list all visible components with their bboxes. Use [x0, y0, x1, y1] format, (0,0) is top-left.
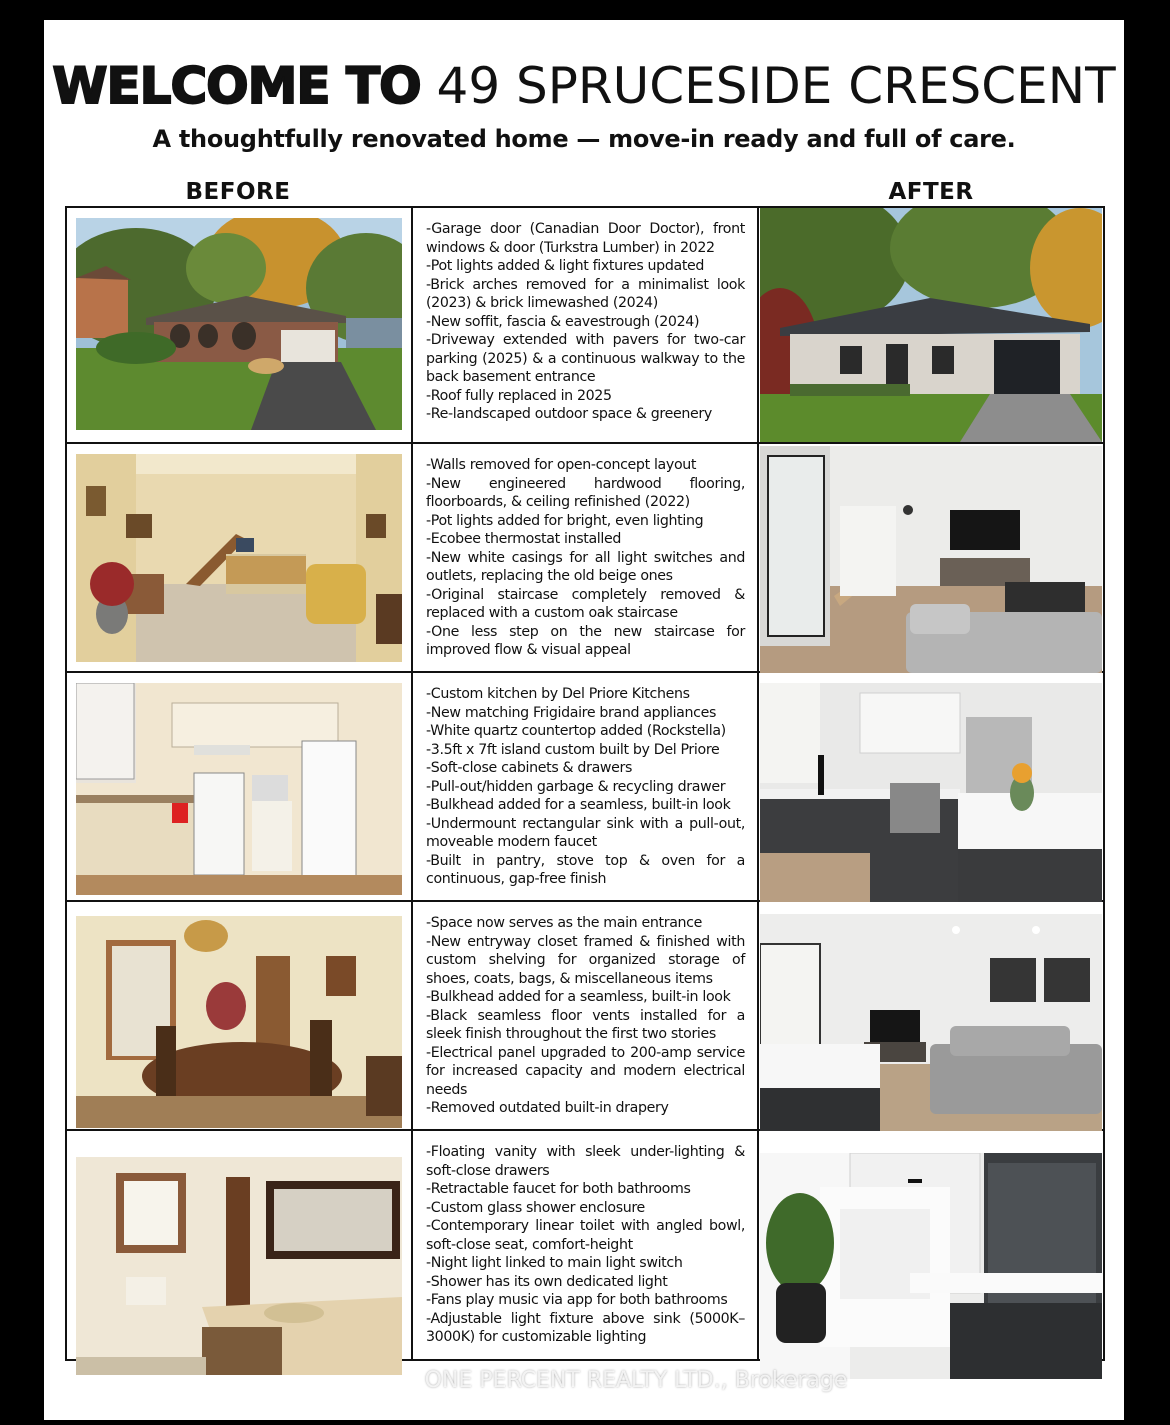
- before-cell: [67, 444, 413, 671]
- description-line: -Pot lights added & light fixtures updated: [426, 258, 705, 274]
- after-entrance-photo: [760, 914, 1102, 1131]
- description-line: -Undermount rectangular sink with a pull-out, moveable modern faucet: [426, 815, 745, 850]
- row-dining-entrance: [67, 902, 1103, 1131]
- description-line: -Garage door (Canadian Door Doctor), front windows & door (Turkstra Lumber) in 2022: [426, 221, 745, 256]
- description-line: -New matching Frigidaire brand appliances: [426, 704, 717, 721]
- description-list: [426, 1143, 745, 1347]
- description-line: -3.5ft x 7ft island custom built by Del Priore: [426, 741, 720, 758]
- title-address: 49 SPRUCESIDE CRESCENT: [436, 57, 1116, 115]
- before-dining-photo: [76, 916, 402, 1128]
- description-line: -Soft-close cabinets & drawers: [426, 760, 633, 776]
- description-line: -Space now serves as the main entrance: [426, 915, 703, 931]
- description-cell: [413, 1131, 759, 1359]
- after-cell: [759, 902, 1103, 1129]
- row-kitchen: [67, 673, 1103, 902]
- before-cell: [67, 208, 413, 442]
- after-cell: [759, 673, 1103, 900]
- description-line: -Retractable faucet for both bathrooms: [426, 1181, 691, 1197]
- after-living-room-photo: [760, 446, 1102, 673]
- description-cell: [413, 902, 759, 1129]
- description-line: -New soffit, fascia & eavestrough (2024): [426, 313, 700, 330]
- before-cell: [67, 902, 413, 1129]
- description-list: [426, 456, 745, 660]
- description-cell: [413, 208, 759, 442]
- description-line: -Electrical panel upgraded to 200-amp service for increased capacity and modern electrical needs: [426, 1044, 745, 1098]
- row-living-room: [67, 444, 1103, 673]
- row-exterior: [67, 208, 1103, 444]
- description-line: -Custom kitchen by Del Priore Kitchens: [426, 686, 690, 702]
- description-cell: [413, 673, 759, 900]
- before-cell: [67, 673, 413, 900]
- description-line: -Shower has its own dedicated light: [426, 1273, 668, 1290]
- description-line: -Night light linked to main light switch: [426, 1255, 683, 1271]
- description-line: -One less step on the new staircase for improved flow & visual appeal: [426, 623, 745, 658]
- after-kitchen-photo: [760, 683, 1102, 902]
- before-column-label: BEFORE: [185, 179, 291, 205]
- before-bathroom-photo: [76, 1157, 402, 1375]
- description-line: -Fans play music via app for both bathrooms: [426, 1292, 728, 1308]
- before-exterior-photo: [76, 218, 402, 430]
- description-line: -Re-landscaped outdoor space & greenery: [426, 406, 712, 422]
- description-line: -Walls removed for open-concept layout: [426, 457, 697, 473]
- description-line: -Removed outdated built-in drapery: [426, 1100, 669, 1116]
- before-cell: [67, 1131, 413, 1359]
- after-exterior-photo: [760, 208, 1102, 442]
- before-living-room-photo: [76, 454, 402, 662]
- page-title: [44, 56, 1124, 116]
- page-subtitle: A thoughtfully renovated home — move-in ready and full of care.: [152, 125, 1016, 153]
- description-line: -Driveway extended with pavers for two-car parking (2025) & a continuous walkway to the back basement entrance: [426, 332, 745, 385]
- description-line: -White quartz countertop added (Rockstella): [426, 723, 726, 739]
- after-bathroom-photo: [760, 1153, 1102, 1379]
- description-line: -Pot lights added for bright, even lighting: [426, 512, 704, 529]
- description-line: -Brick arches removed for a minimalist look (2023) & brick limewashed (2024): [426, 276, 745, 311]
- description-line: -Roof fully replaced in 2025: [426, 387, 612, 404]
- title-welcome: WELCOME TO: [52, 57, 421, 115]
- before-kitchen-photo: [76, 683, 402, 895]
- description-list: [426, 220, 745, 424]
- description-cell: [413, 444, 759, 671]
- row-bathroom: [67, 1131, 1103, 1359]
- description-line: -Contemporary linear toilet with angled bowl, soft-close seat, comfort-height: [426, 1218, 745, 1253]
- description-line: -New white casings for all light switches and outlets, replacing the old beige ones: [426, 549, 745, 584]
- after-cell: [759, 208, 1103, 442]
- description-list: [426, 685, 745, 889]
- after-column-label: AFTER: [888, 179, 974, 205]
- description-line: -Bulkhead added for a seamless, built-in look: [426, 797, 731, 813]
- after-cell: [759, 444, 1103, 671]
- comparison-grid: [65, 206, 1105, 1361]
- description-line: -Ecobee thermostat installed: [426, 531, 622, 547]
- description-list: [426, 914, 745, 1118]
- description-line: -Black seamless floor vents installed for a sleek finish throughout the first two stories: [426, 1007, 745, 1042]
- brokerage-watermark: ONE PERCENT REALTY LTD., Brokerage: [424, 1368, 848, 1393]
- description-line: -Floating vanity with sleek under-lighting & soft-close drawers: [426, 1144, 745, 1179]
- description-line: -Adjustable light fixture above sink (5000K–3000K) for customizable lighting: [426, 1310, 745, 1345]
- description-line: -Bulkhead added for a seamless, built-in look: [426, 989, 731, 1005]
- description-line: -Built in pantry, stove top & oven for a continuous, gap-free finish: [426, 852, 745, 887]
- after-cell: [759, 1131, 1103, 1359]
- description-line: -Pull-out/hidden garbage & recycling drawer: [426, 778, 726, 795]
- description-line: -New engineered hardwood flooring, floorboards, & ceiling refinished (2022): [426, 475, 745, 510]
- description-line: -Original staircase completely removed & replaced with a custom oak staircase: [426, 586, 745, 621]
- flyer-sheet: [44, 20, 1124, 1420]
- description-line: -New entryway closet framed & finished with custom shelving for organized storage of shoes, coats, bags, & miscellaneous items: [426, 933, 745, 987]
- description-line: -Custom glass shower enclosure: [426, 1199, 645, 1216]
